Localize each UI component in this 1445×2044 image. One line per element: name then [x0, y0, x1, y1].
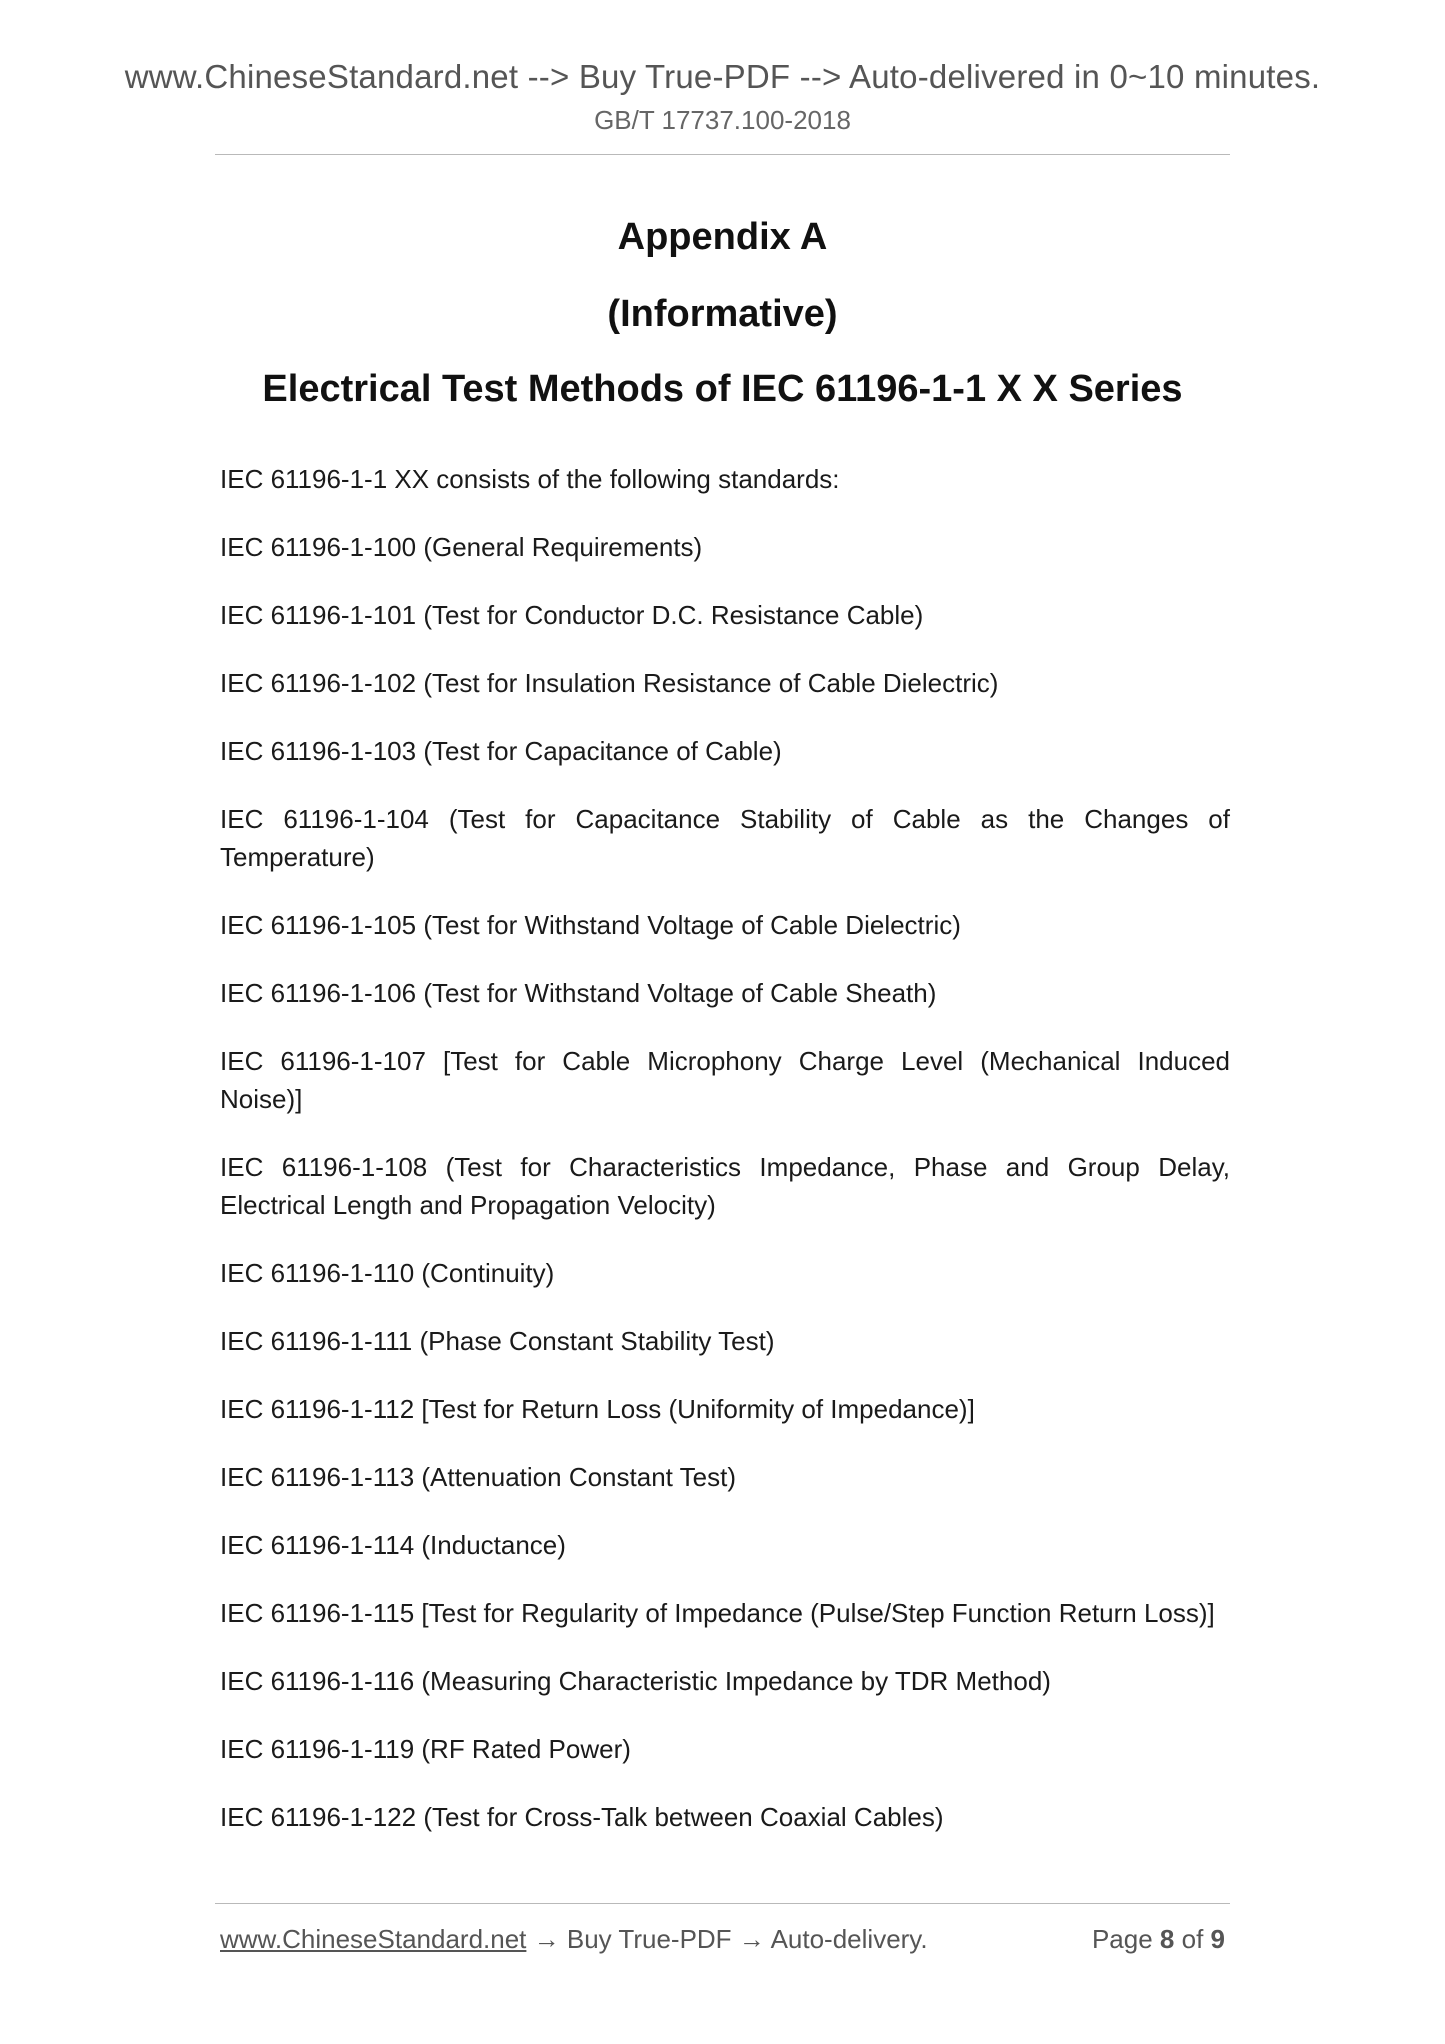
page-of: of — [1181, 1924, 1204, 1954]
list-item: IEC 61196-1-108 (Test for Characteristics Impedance, Phase and Group Delay, Electrical Length and Propagation Velocity) — [220, 1152, 1230, 1220]
list-item: IEC 61196-1-104 (Test for Capacitance Stability of Cable as the Changes of Temperature) — [220, 804, 1230, 872]
page-total: 9 — [1210, 1924, 1225, 1954]
list-item: IEC 61196-1-112 [Test for Return Loss (Uniformity of Impedance)] — [220, 1394, 975, 1424]
appendix-subject: Electrical Test Methods of IEC 61196-1-1 X X Series — [262, 368, 1183, 410]
list-item: IEC 61196-1-105 (Test for Withstand Voltage of Cable Dielectric) — [220, 910, 961, 940]
header-banner: www.ChineseStandard.net --> Buy True-PDF --> Auto-delivered in 0~10 minutes. — [124, 58, 1321, 95]
list-item: IEC 61196-1-100 (General Requirements) — [220, 532, 703, 562]
appendix-type: (Informative) — [607, 293, 838, 335]
page-label: Page — [1091, 1924, 1153, 1954]
list-item: IEC 61196-1-119 (RF Rated Power) — [220, 1734, 631, 1764]
document-code: GB/T 17737.100-2018 — [594, 105, 851, 135]
list-item: IEC 61196-1-111 (Phase Constant Stability Test) — [220, 1326, 775, 1356]
list-item: IEC 61196-1-122 (Test for Cross-Talk between Coaxial Cables) — [220, 1802, 944, 1832]
page-number — [1092, 1924, 1225, 1955]
list-item: IEC 61196-1-115 [Test for Regularity of Impedance (Pulse/Step Function Return Loss)] — [220, 1598, 1215, 1628]
footer-tagline: → Buy True-PDF → Auto-delivery. — [526, 1924, 928, 1954]
header-divider — [215, 154, 1230, 155]
appendix-title: Appendix A — [617, 216, 828, 258]
list-item: IEC 61196-1-110 (Continuity) — [220, 1258, 555, 1288]
list-item: IEC 61196-1-114 (Inductance) — [220, 1530, 566, 1560]
list-item: IEC 61196-1-113 (Attenuation Constant Test) — [220, 1462, 736, 1492]
list-item: IEC 61196-1-107 [Test for Cable Microphony Charge Level (Mechanical Induced Noise)] — [220, 1046, 1230, 1114]
list-item: IEC 61196-1-106 (Test for Withstand Voltage of Cable Sheath) — [220, 978, 937, 1008]
list-item: IEC 61196-1-102 (Test for Insulation Resistance of Cable Dielectric) — [220, 668, 999, 698]
body-content — [220, 460, 1230, 1866]
list-item: IEC 61196-1-116 (Measuring Characteristic Impedance by TDR Method) — [220, 1666, 1051, 1696]
footer-site-link[interactable]: www.ChineseStandard.net — [220, 1924, 527, 1954]
list-item: IEC 61196-1-101 (Test for Conductor D.C. Resistance Cable) — [220, 600, 924, 630]
footer-divider — [215, 1903, 1230, 1904]
list-item: IEC 61196-1-103 (Test for Capacitance of Cable) — [220, 736, 782, 766]
intro-paragraph: IEC 61196-1-1 XX consists of the following standards: — [220, 464, 840, 494]
page-current: 8 — [1159, 1924, 1175, 1954]
footer-promo — [220, 1924, 928, 1955]
